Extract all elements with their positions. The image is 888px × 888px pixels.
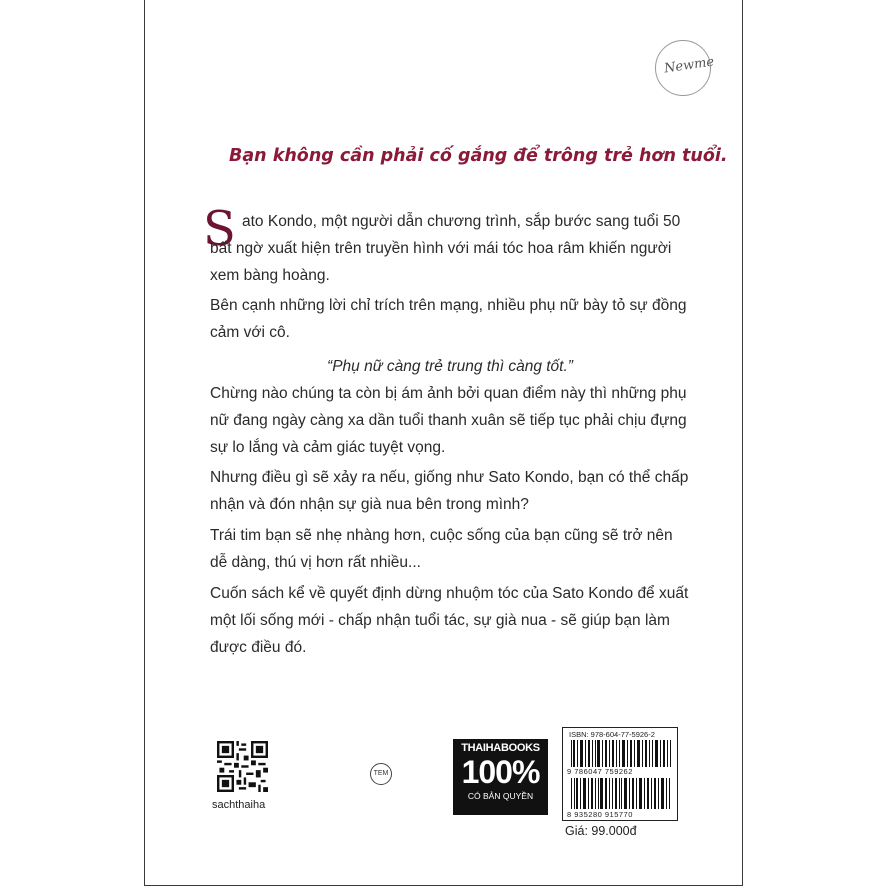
paragraph-text: Bên cạnh những lời chỉ trích trên mạng, nhiều phụ nữ bày tỏ sự đồng cảm với cô. [210,297,687,341]
paragraph-text: Chừng nào chúng ta còn bị ám ảnh bởi quan điểm này thì những phụ nữ đang ngày càng xa dần tuổi thanh xuân sẽ tiếp tục phải chịu đựng sự lo lắng và cảm giác tuyệt vọng. [210,385,687,456]
pull-quote: “Phụ nữ càng trẻ trung thì càng tốt.” [327,358,573,375]
authenticity-stamp: TEM [370,763,392,785]
badge-brand: THAIHABOOKS [461,742,540,754]
qr-label: sachthaiha [212,799,266,811]
body-paragraph-1 [210,208,690,289]
isbn-text: ISBN: 978-604-77-5926-2 [569,730,655,739]
headline: Bạn không cần phải cố gắng để trông trẻ hơn tuổi. [229,146,728,166]
barcode-ean [569,778,673,809]
publisher-logo [655,40,716,96]
body-paragraph-3 [210,380,690,461]
paragraph-text: Nhưng điều gì sẽ xảy ra nếu, giống như Sato Kondo, bạn có thể chấp nhận và đón nhận sự già nua bên trong mình? [210,469,689,513]
barcode-isbn [569,740,673,767]
body-paragraph-5 [210,522,690,576]
drop-cap: S [203,201,236,257]
price-label: Giá: 99.000đ [565,824,637,838]
copyright-badge [453,739,548,815]
book-back-cover [144,0,743,886]
qr-code[interactable] [217,741,268,792]
body-paragraph-6 [210,580,690,661]
barcode-digits-top: 9 786047 759262 [567,767,633,776]
badge-subtitle: CÓ BẢN QUYỀN [467,791,534,801]
barcode-panel [562,727,678,821]
paragraph-text: Cuốn sách kể về quyết định dừng nhuộm tóc của Sato Kondo để xuất một lối sống mới - chấp nhận tuổi tác, sự già nua - sẽ giúp bạn làm được điều đó. [210,585,689,656]
paragraph-text: ato Kondo, một người dẫn chương trình, sắp bước sang tuổi 50 bất ngờ xuất hiện trên truyền hình với mái tóc hoa râm khiến người xem bàng hoàng. [210,213,681,284]
publisher-logo-text: Newme [663,54,716,77]
body-paragraph-2 [210,292,690,346]
badge-number: 100% [461,754,540,790]
barcode-digits-bottom: 8 935280 915770 [567,810,633,819]
paragraph-text: Trái tim bạn sẽ nhẹ nhàng hơn, cuộc sống của bạn cũng sẽ trở nên dễ dàng, thú vị hơn rất nhiều... [210,527,673,571]
body-paragraph-4 [210,464,690,518]
